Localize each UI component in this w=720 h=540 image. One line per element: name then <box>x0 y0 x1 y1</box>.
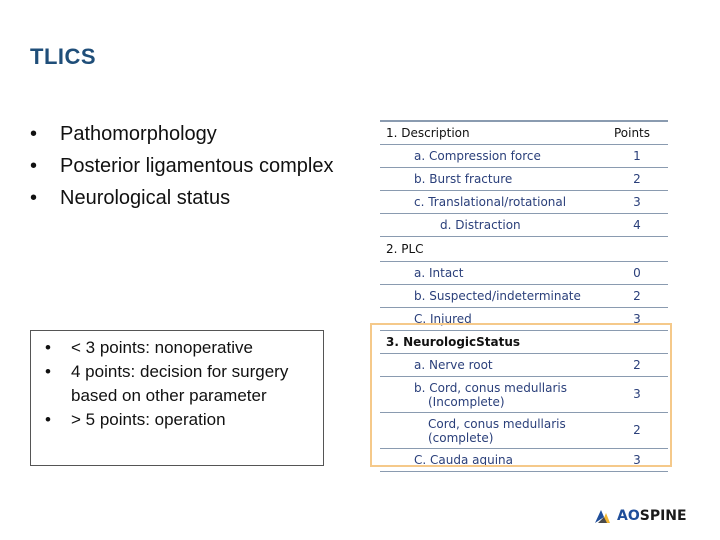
points-item: • > 5 points: operation <box>41 408 323 432</box>
bullet-item: • Pathomorphology <box>30 122 340 146</box>
table-row <box>380 377 668 413</box>
row-label <box>414 381 567 409</box>
table-row <box>380 145 668 168</box>
row-label-line1: b. Cord, conus medullaris <box>414 381 567 395</box>
row-label: a. Nerve root <box>414 358 493 372</box>
row-label: C. Injured <box>414 312 472 326</box>
points-item: • 4 points: decision for surgery based on other parameter <box>41 360 323 408</box>
table-row <box>380 308 668 331</box>
table-row <box>380 354 668 377</box>
row-label: b. Suspected/indeterminate <box>414 289 581 303</box>
table-row <box>380 168 668 191</box>
row-points: 2 <box>633 289 641 303</box>
aospine-logo <box>594 508 687 524</box>
table-row <box>380 413 668 449</box>
tlics-score-table <box>380 120 668 472</box>
bullet-item: • Neurological status <box>30 186 340 210</box>
table-header-description: 1. Description <box>386 126 470 140</box>
table-row <box>380 191 668 214</box>
row-points: 3 <box>633 312 641 326</box>
bullet-item: • Posterior ligamentous complex <box>30 154 340 178</box>
row-points: 1 <box>633 149 641 163</box>
plc-section-title: 2. PLC <box>386 242 424 256</box>
aospine-wordmark: AOSPINE <box>617 508 687 524</box>
row-label: c. Translational/rotational <box>414 195 567 209</box>
row-label: a. Intact <box>414 266 464 280</box>
plc-section-row <box>380 237 668 262</box>
treatment-points-list <box>41 336 323 432</box>
table-row <box>380 285 668 308</box>
neuro-section-title: 3. NeurologicStatus <box>386 335 521 349</box>
row-label-line2: (Incomplete) <box>428 395 505 409</box>
table-row <box>380 262 668 285</box>
table-header-points: Points <box>613 126 650 140</box>
table-header-row <box>380 120 668 145</box>
row-points: 4 <box>633 218 641 232</box>
row-points: 3 <box>633 387 641 401</box>
row-label: d. Distraction <box>440 218 521 232</box>
treatment-points-box <box>30 330 324 466</box>
neuro-section-row <box>380 331 668 354</box>
row-points: 2 <box>633 172 641 186</box>
row-label-line2: (complete) <box>428 431 494 445</box>
slide-title: TLICS <box>30 44 97 69</box>
row-label-line1: Cord, conus medullaris <box>428 417 566 431</box>
table-row <box>380 214 668 237</box>
table-row <box>380 449 668 472</box>
main-bullet-list <box>30 122 340 218</box>
row-label: a. Compression force <box>414 149 541 163</box>
row-points: 0 <box>633 266 641 280</box>
row-points: 2 <box>633 358 641 372</box>
row-points: 3 <box>633 195 641 209</box>
row-label: C. Cauda aquina <box>414 453 513 467</box>
row-points: 3 <box>633 453 641 467</box>
points-item: • < 3 points: nonoperative <box>41 336 323 360</box>
row-points: 2 <box>633 423 641 437</box>
aospine-mark-icon <box>594 508 614 524</box>
row-label: b. Burst fracture <box>414 172 513 186</box>
row-label <box>428 417 566 445</box>
